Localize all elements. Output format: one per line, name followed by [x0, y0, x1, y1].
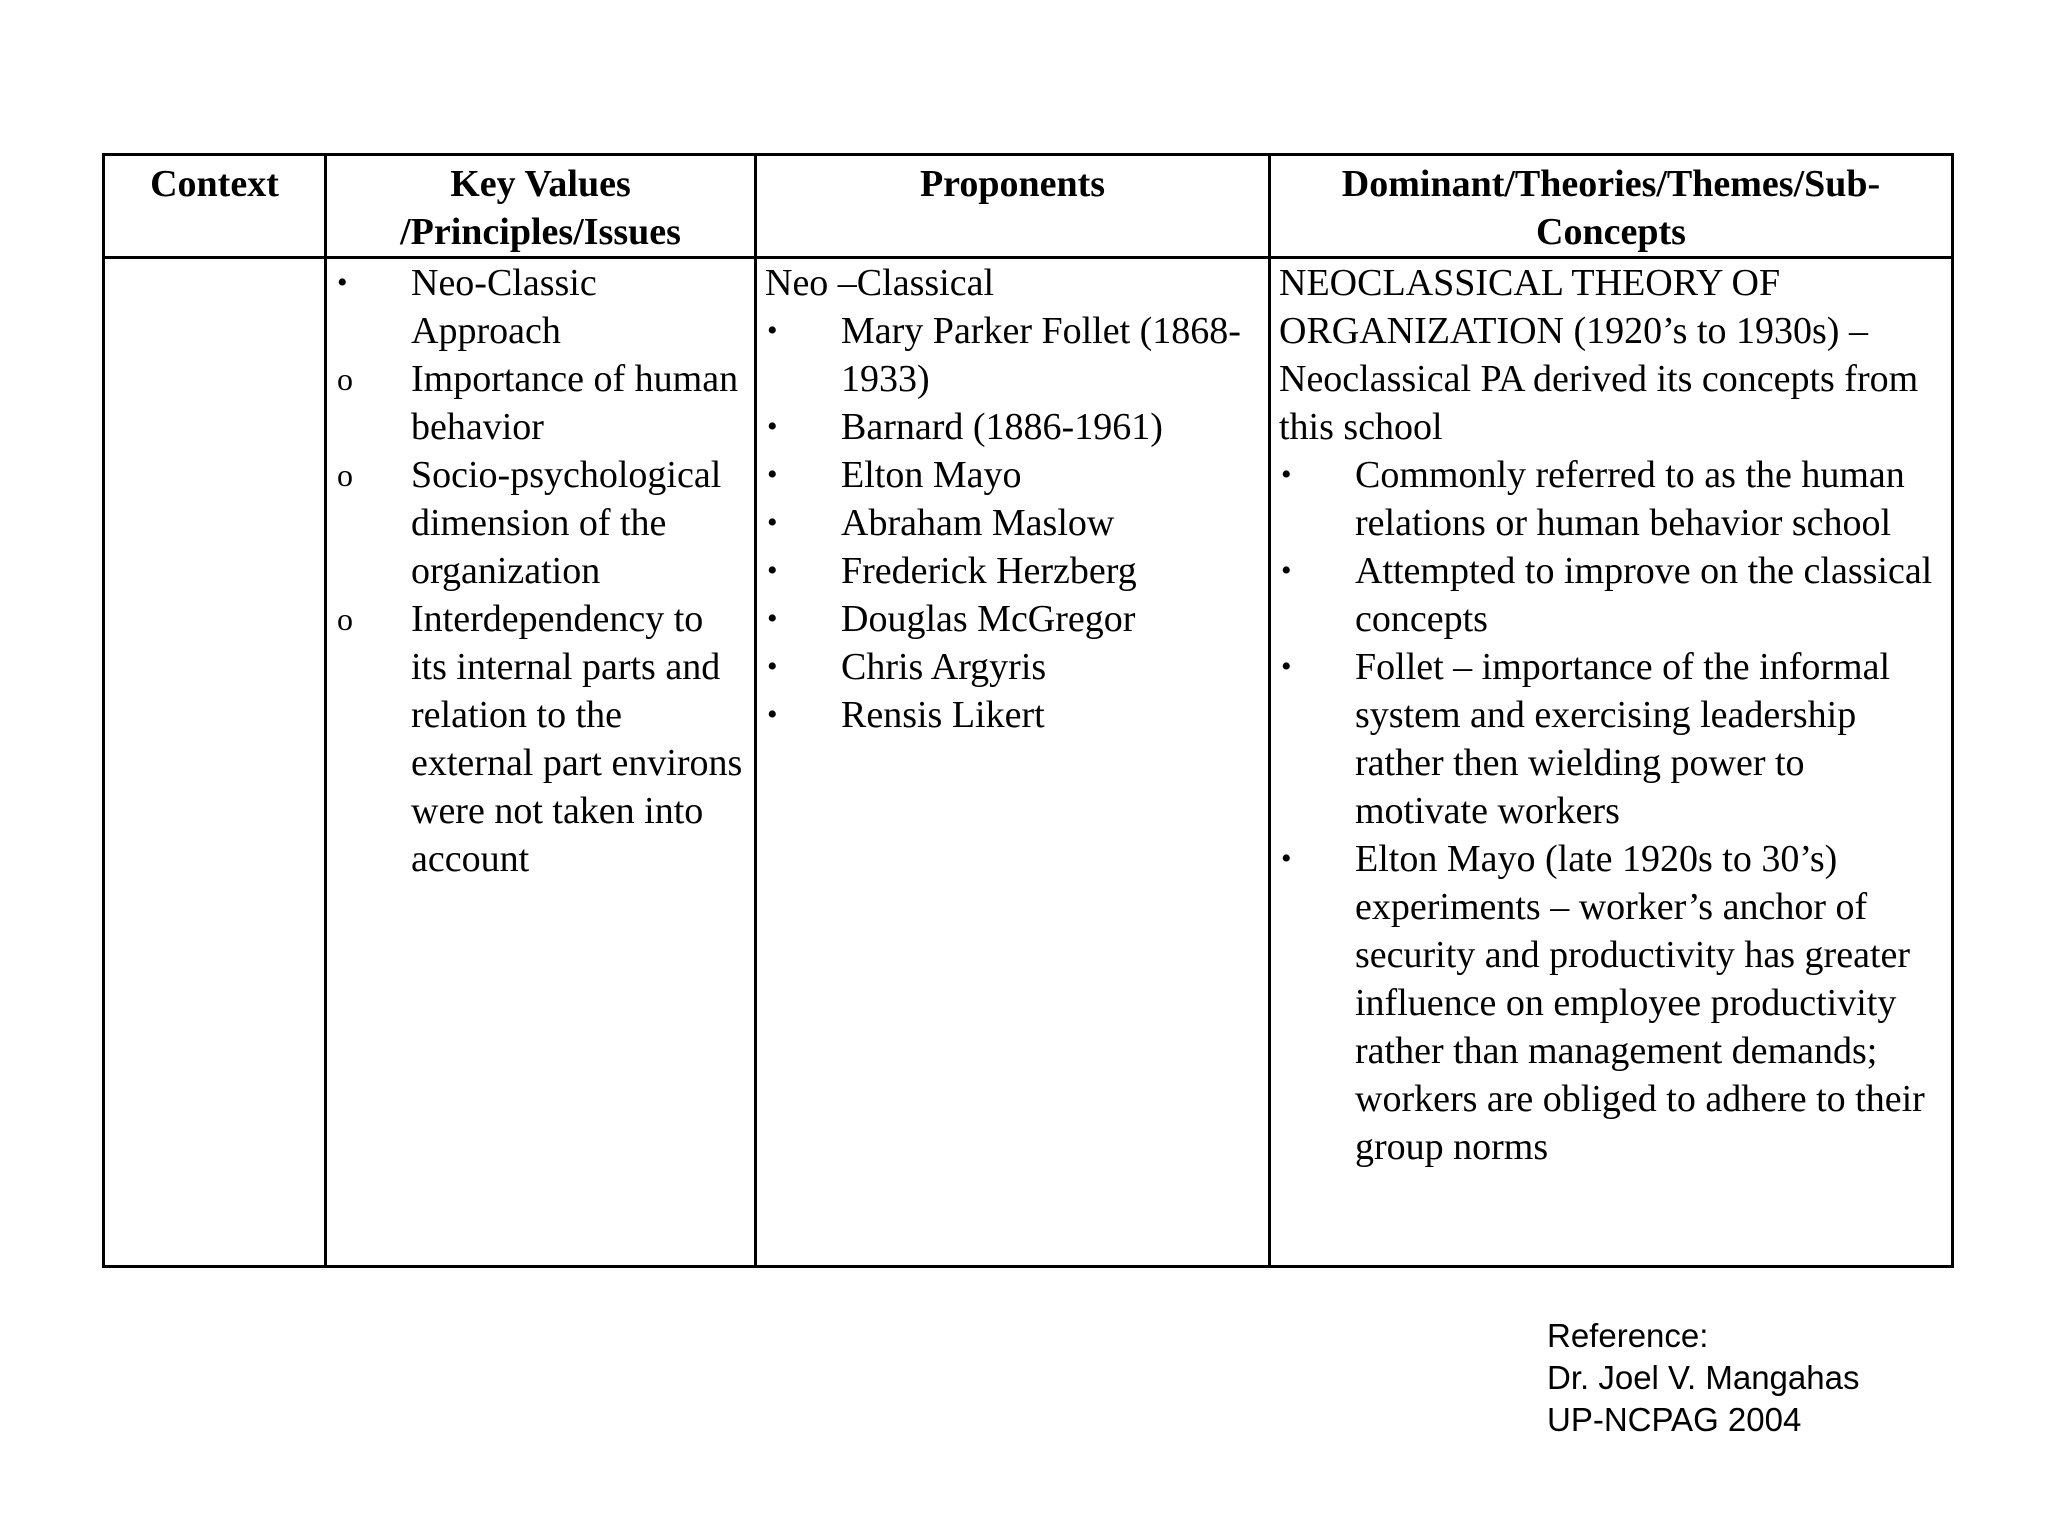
- proponent-name: Barnard (1886-1961): [841, 406, 1163, 448]
- reference-source: UP-NCPAG 2004: [1547, 1401, 1802, 1438]
- bullet-icon: •: [767, 602, 778, 635]
- bullet-icon: •: [337, 266, 348, 299]
- table-row: [104, 258, 1953, 1267]
- proponent-name: Mary Parker Follet (1868-1933): [841, 310, 1241, 400]
- list-item: [335, 595, 748, 883]
- theme-text: Elton Mayo (late 1920s to 30’s) experiments – worker’s anchor of security and productivity has greater influence on employee productivity rather than management demands; workers are obliged to adhere to their group norms: [1355, 838, 1925, 1168]
- header-themes-line1: Dominant/Theories/Themes/Sub-: [1341, 163, 1881, 205]
- key-values-list: [335, 259, 748, 883]
- theme-text: Commonly referred to as the human relations or human behavior school: [1355, 454, 1905, 544]
- header-key-values-line1: Key Values: [450, 163, 631, 205]
- bullet-icon: •: [1281, 554, 1292, 587]
- proponent-name: Abraham Maslow: [841, 502, 1115, 544]
- list-item: [765, 595, 1262, 643]
- header-themes: [1270, 155, 1953, 258]
- bullet-icon: •: [1281, 650, 1292, 683]
- header-key-values: [326, 155, 756, 258]
- key-value-text: Importance of human behavior: [411, 358, 739, 448]
- neoclassical-table: [102, 153, 1954, 1268]
- circle-bullet-icon: o: [337, 601, 353, 637]
- bullet-icon: •: [767, 650, 778, 683]
- bullet-icon: •: [767, 458, 778, 491]
- header-key-values-line2: /Principles/Issues: [400, 211, 681, 253]
- key-value-text: Socio-psychological dimension of the organization: [411, 454, 722, 592]
- list-item: [335, 259, 748, 355]
- cell-proponents: [756, 258, 1270, 1267]
- list-item: [765, 547, 1262, 595]
- theme-text: Attempted to improve on the classical concepts: [1355, 550, 1933, 640]
- list-item: [765, 499, 1262, 547]
- bullet-icon: •: [1281, 458, 1292, 491]
- proponent-name: Elton Mayo: [841, 454, 1022, 496]
- header-proponents-label: Proponents: [919, 163, 1106, 205]
- list-item: [1279, 547, 1945, 643]
- bullet-icon: •: [1281, 842, 1292, 875]
- themes-list: [1279, 451, 1945, 1171]
- cell-context: [104, 258, 326, 1267]
- list-item: [765, 451, 1262, 499]
- proponent-name: Douglas McGregor: [841, 598, 1136, 640]
- cell-themes: [1270, 258, 1953, 1267]
- proponent-name: Chris Argyris: [841, 646, 1047, 688]
- bullet-icon: •: [767, 698, 778, 731]
- list-item: [765, 643, 1262, 691]
- circle-bullet-icon: o: [337, 457, 353, 493]
- key-value-text: Neo-Classic Approach: [411, 262, 597, 352]
- proponent-name: Frederick Herzberg: [841, 550, 1137, 592]
- proponents-heading: Neo –Classical: [765, 262, 995, 304]
- list-item: [765, 403, 1262, 451]
- table-header-row: [104, 155, 1953, 258]
- cell-key-values: [326, 258, 756, 1267]
- bullet-icon: •: [767, 506, 778, 539]
- list-item: [335, 355, 748, 451]
- bullet-icon: •: [767, 314, 778, 347]
- themes-intro: NEOCLASSICAL THEORY OF ORGANIZATION (1920’s to 1930s) – Neoclassical PA derived its concepts from this school: [1279, 262, 1919, 448]
- proponent-name: Rensis Likert: [841, 694, 1045, 736]
- list-item: [335, 451, 748, 595]
- theme-text: Follet – importance of the informal system and exercising leadership rather then wielding power to motivate workers: [1355, 646, 1891, 832]
- list-item: [1279, 835, 1945, 1171]
- key-value-text: Interdependency to its internal parts and relation to the external part environs were not taken into account: [411, 598, 743, 880]
- circle-bullet-icon: o: [337, 361, 353, 397]
- proponents-list: [765, 307, 1262, 739]
- list-item: [765, 307, 1262, 403]
- list-item: [765, 691, 1262, 739]
- header-proponents: [756, 155, 1270, 258]
- reference-author: Dr. Joel V. Mangahas: [1547, 1359, 1860, 1396]
- reference-block: [1547, 1315, 1859, 1441]
- reference-label: Reference:: [1547, 1317, 1709, 1354]
- list-item: [1279, 643, 1945, 835]
- header-context-label: Context: [150, 163, 279, 205]
- header-context: [104, 155, 326, 258]
- list-item: [1279, 451, 1945, 547]
- header-themes-line2: Concepts: [1536, 211, 1686, 253]
- bullet-icon: •: [767, 410, 778, 443]
- bullet-icon: •: [767, 554, 778, 587]
